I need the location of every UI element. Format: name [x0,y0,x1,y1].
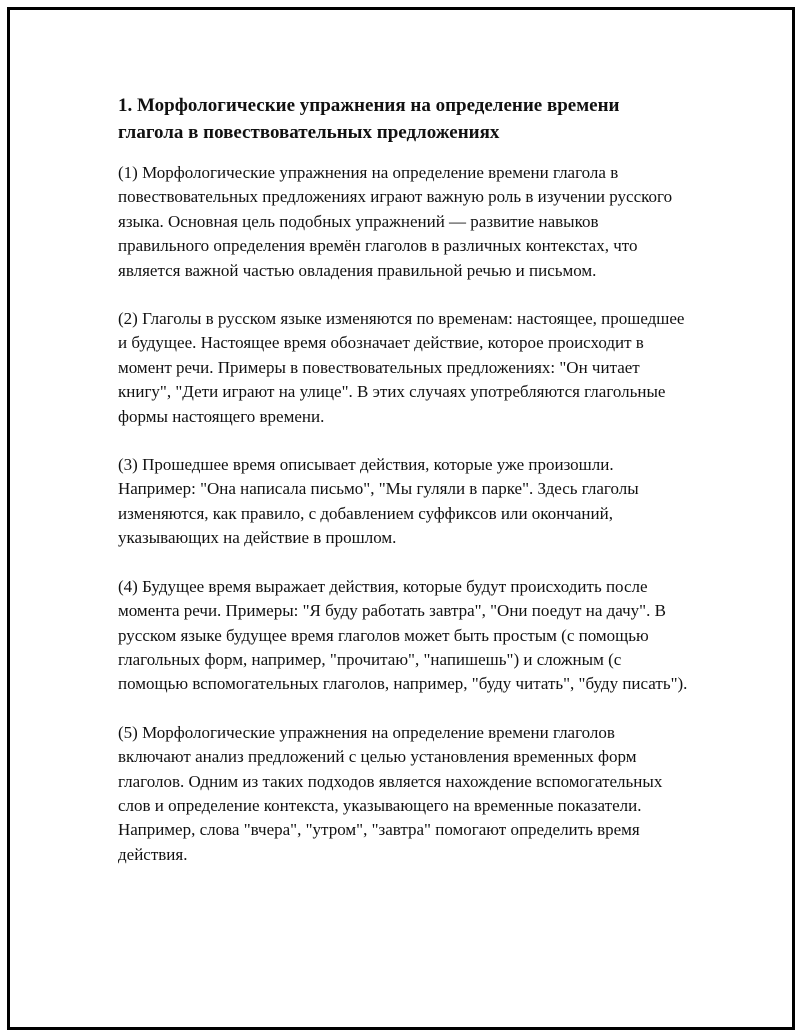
document-body [118,92,688,891]
paragraph-4: (4) Будущее время выражает действия, которые будут происходить после момента речи. Примеры: "Я буду работать завтра", "Они поедут на дачу". В русском языке будущее время глаголов может быть простым (с помощью глагольных форм, например, "прочитаю", "напишешь") и сложным (с помощью вспомогательных глаголов, например, "буду читать", "буду писать"). [118,576,688,694]
document-title: 1. Морфологические упражнения на определение времени глагола в повествовательных предложениях [118,95,620,143]
paragraph-3: (3) Прошедшее время описывает действия, которые уже произошли. Например: "Она написала письмо", "Мы гуляли в парке". Здесь глаголы изменяются, как правило, с добавлением суффиксов или окончаний, указывающих на действие в прошлом. [118,455,639,548]
paragraph-2: (2) Глаголы в русском языке изменяются по временам: настоящее, прошедшее и будущее. Настоящее время обозначает действие, которое происходит в момент речи. Примеры в повествовательных предложениях: "Он читает книгу", "Дети играют на улице". В этих случаях употребляются глагольные формы настоящего времени. [118,309,685,426]
paragraph-5: (5) Морфологические упражнения на определение времени глаголов включают анализ предложений с целью установления временных форм глаголов. Одним из таких подходов является нахождение вспомогательных слов и определение контекста, указывающего на временные показатели. Например, слова "вчера", "утром", "завтра" помогают определить время действия. [118,722,663,864]
paragraph-1: (1) Морфологические упражнения на определение времени глагола в повествовательных предложениях играют важную роль в изучении русского языка. Основная цель подобных упражнений — развитие навыков правильного определения времён глаголов в различных контекстах, что является важной частью овладения правильной речью и письмом. [118,163,673,280]
